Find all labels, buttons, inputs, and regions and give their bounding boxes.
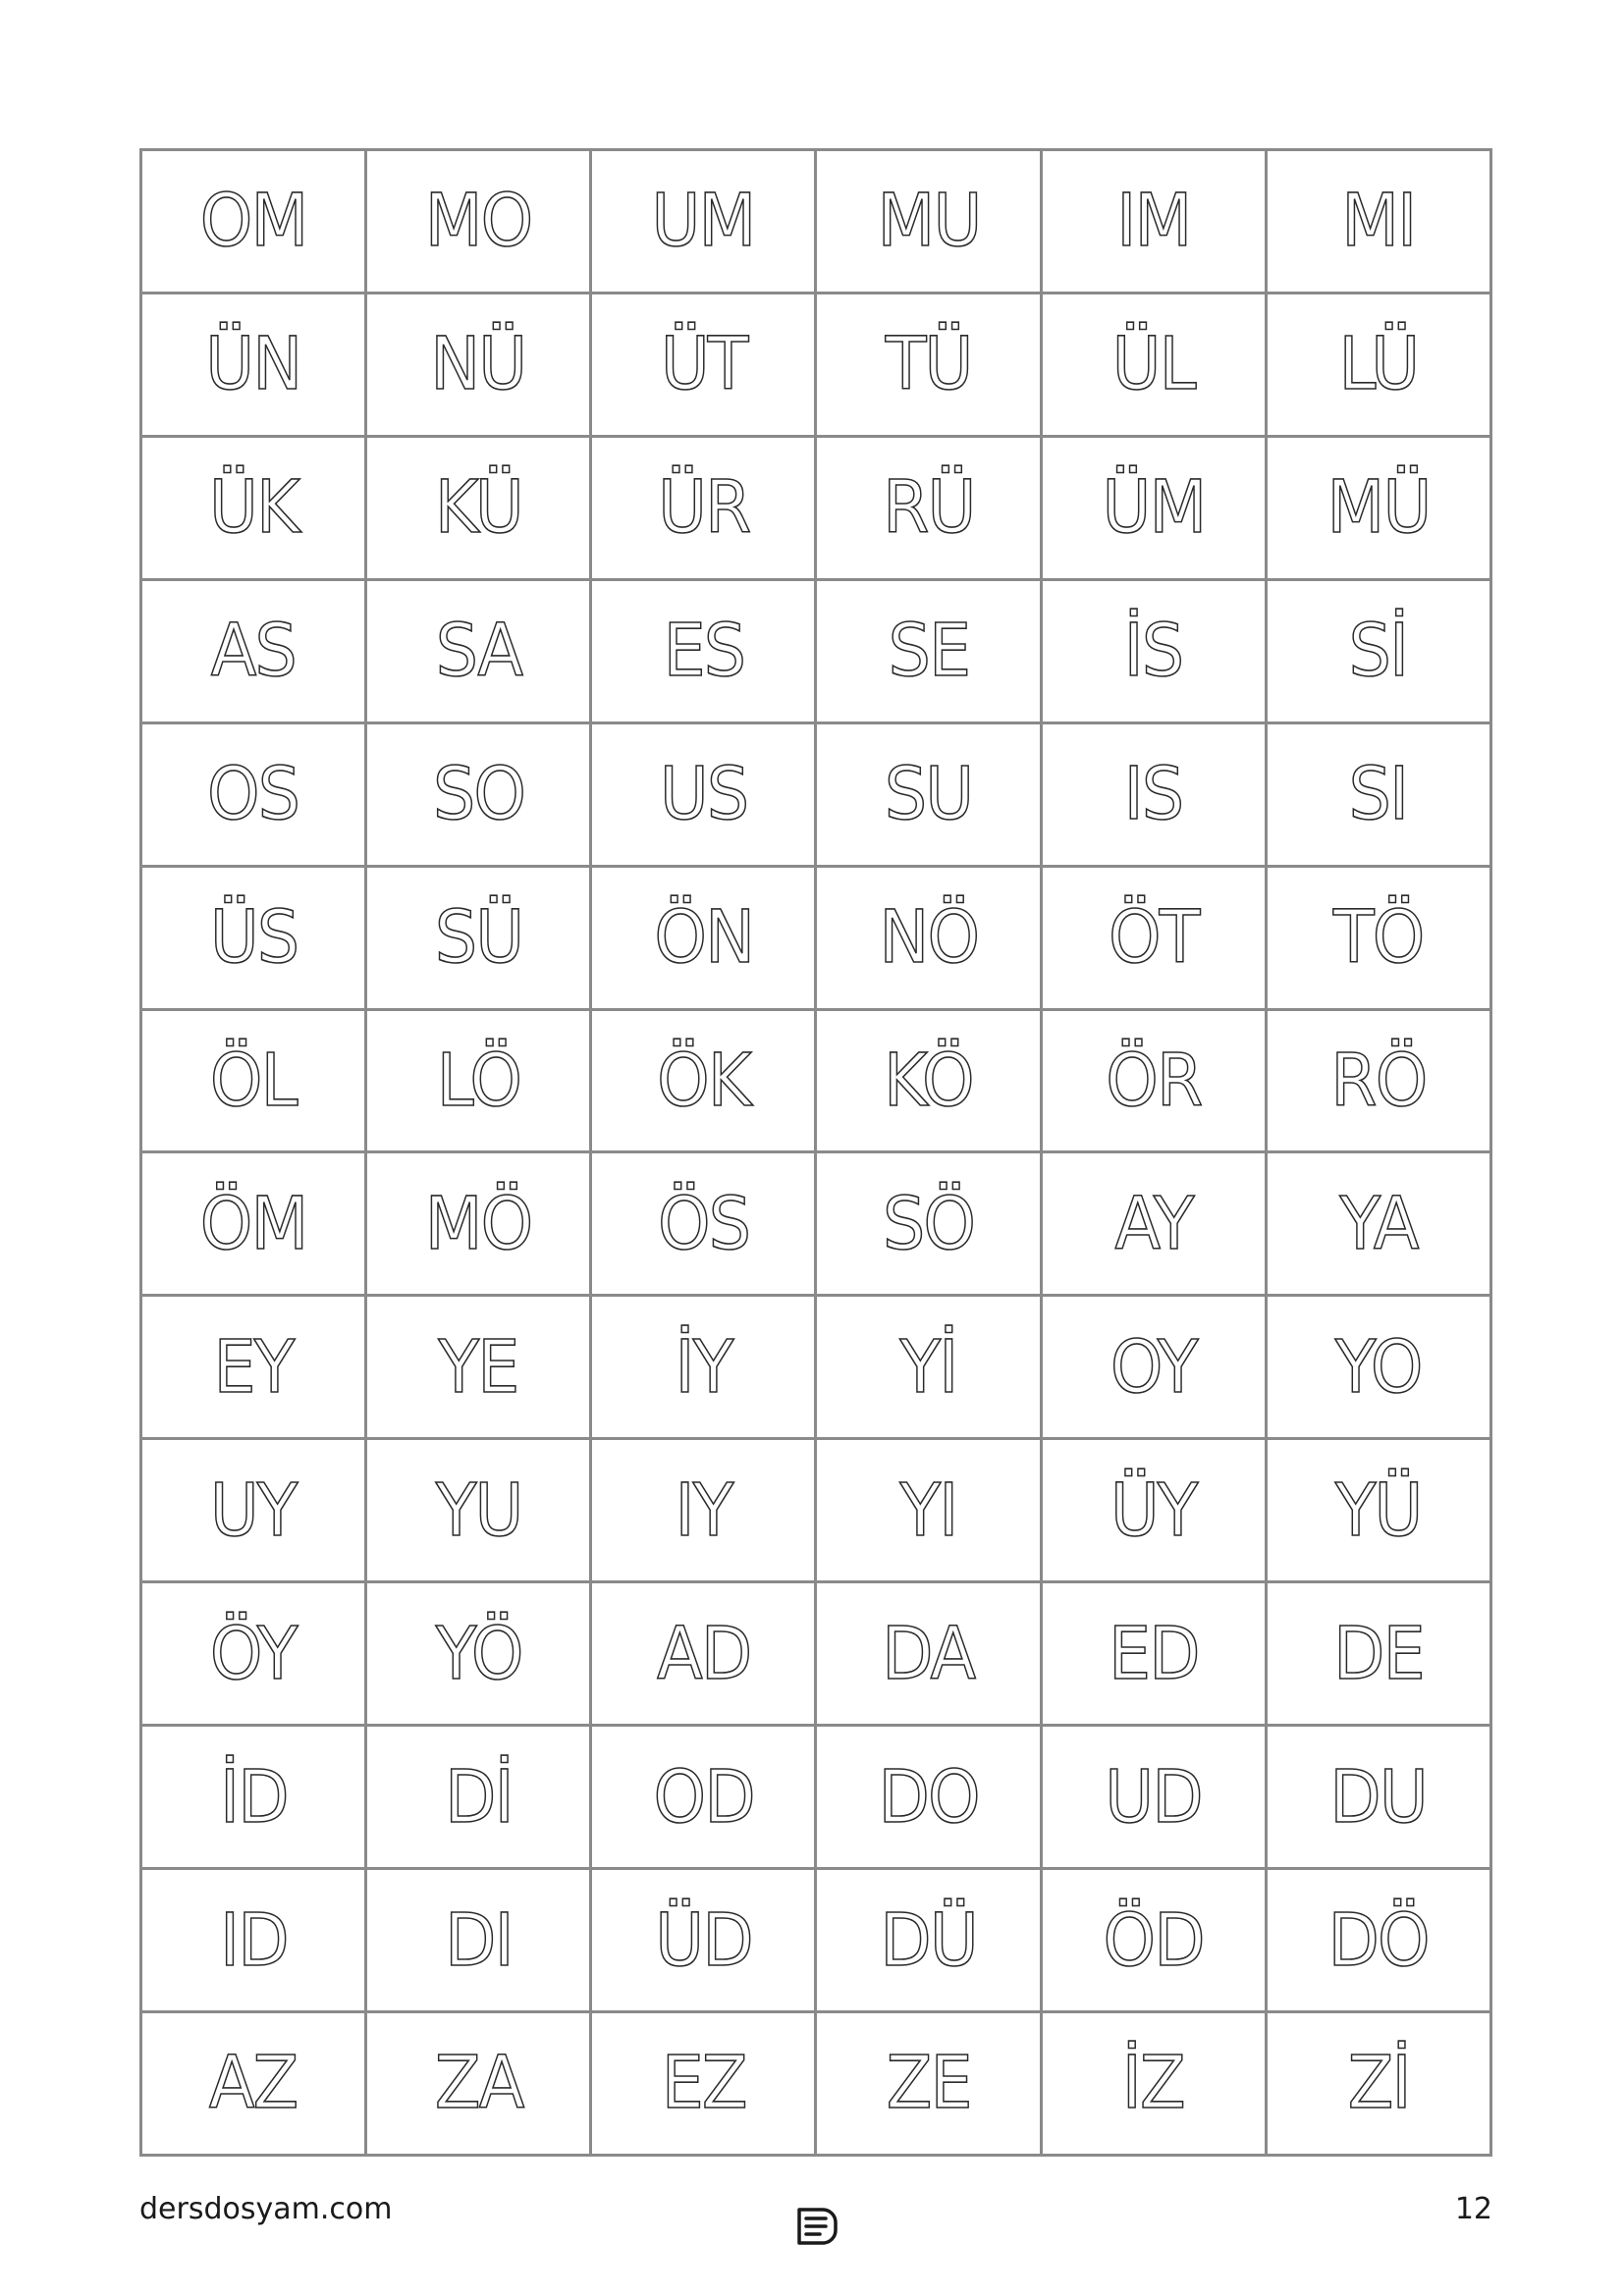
- tracing-syllable: DI: [444, 1897, 513, 1983]
- grid-cell: [816, 2011, 1041, 2155]
- tracing-syllable: MU: [877, 179, 980, 264]
- tracing-syllable: IS: [1123, 752, 1183, 837]
- grid-cell: [1266, 866, 1490, 1009]
- tracing-syllable: ÜR: [657, 465, 750, 551]
- tracing-syllable: KÜ: [434, 465, 522, 551]
- grid-cell: [816, 1439, 1041, 1582]
- grid-row: [141, 1296, 1491, 1439]
- grid-row: [141, 1869, 1491, 2012]
- tracing-syllable: YÖ: [435, 1611, 522, 1696]
- tracing-syllable: MÖ: [424, 1181, 532, 1266]
- grid-cell: [366, 150, 591, 294]
- grid-cell: [1041, 1152, 1266, 1296]
- tracing-syllable: İS: [1123, 609, 1183, 694]
- grid-cell: [816, 1296, 1041, 1439]
- grid-cell: [366, 1009, 591, 1152]
- grid-row: [141, 1726, 1491, 1869]
- grid-cell: [141, 866, 366, 1009]
- grid-cell: [1041, 866, 1266, 1009]
- grid-cell: [816, 579, 1041, 722]
- tracing-syllable: ZE: [886, 2041, 971, 2126]
- grid-cell: [1266, 1152, 1490, 1296]
- grid-cell: [366, 1439, 591, 1582]
- tracing-syllable: İZ: [1122, 2041, 1185, 2126]
- tracing-syllable: OD: [653, 1754, 754, 1840]
- tracing-syllable: ÜL: [1111, 322, 1195, 407]
- tracing-syllable: OY: [1110, 1324, 1197, 1410]
- tracing-syllable: ÜS: [209, 895, 298, 981]
- grid-row: [141, 1582, 1491, 1726]
- grid-cell: [591, 150, 816, 294]
- tracing-syllable: ÖL: [210, 1038, 297, 1123]
- grid-cell: [816, 436, 1041, 579]
- tracing-syllable: ÖD: [1103, 1897, 1204, 1983]
- grid-cell: [1266, 1439, 1490, 1582]
- grid-cell: [141, 579, 366, 722]
- page-number: 12: [1454, 2192, 1492, 2226]
- grid-cell: [1041, 579, 1266, 722]
- tracing-syllable: DÖ: [1327, 1897, 1430, 1983]
- tracing-syllable: SÖ: [882, 1181, 975, 1266]
- tracing-syllable: AD: [656, 1611, 751, 1696]
- grid-cell: [816, 1009, 1041, 1152]
- tracing-syllable: YO: [1335, 1324, 1422, 1410]
- grid-cell: [366, 293, 591, 436]
- grid-cell: [366, 579, 591, 722]
- grid-cell: [366, 1152, 591, 1296]
- tracing-syllable: ÜT: [660, 322, 747, 407]
- tracing-syllable: ID: [219, 1897, 288, 1983]
- tracing-syllable: OS: [207, 752, 299, 837]
- tracing-syllable: IY: [675, 1468, 732, 1553]
- grid-cell: [366, 722, 591, 866]
- document-list-icon: [793, 2206, 839, 2247]
- grid-cell: [1266, 1869, 1490, 2012]
- grid-cell: [1266, 293, 1490, 436]
- tracing-syllable: LÖ: [436, 1038, 520, 1123]
- grid-row: [141, 1439, 1491, 1582]
- tracing-syllable: UD: [1105, 1754, 1202, 1840]
- grid-cell: [141, 436, 366, 579]
- grid-cell: [1041, 1726, 1266, 1869]
- grid-cell: [816, 1582, 1041, 1726]
- grid-cell: [816, 722, 1041, 866]
- tracing-syllable: UY: [210, 1468, 297, 1553]
- grid-cell: [1266, 150, 1490, 294]
- grid-cell: [366, 2011, 591, 2155]
- grid-cell: [141, 1439, 366, 1582]
- tracing-syllable: ES: [663, 609, 744, 694]
- grid-cell: [366, 1582, 591, 1726]
- grid-row: [141, 866, 1491, 1009]
- grid-cell: [1266, 1296, 1490, 1439]
- grid-cell: [1266, 1582, 1490, 1726]
- tracing-syllable: EZ: [661, 2041, 746, 2126]
- grid-cell: [816, 1152, 1041, 1296]
- grid-cell: [141, 1009, 366, 1152]
- grid-cell: [591, 1869, 816, 2012]
- grid-cell: [591, 1009, 816, 1152]
- tracing-syllable: ÖN: [653, 895, 753, 981]
- tracing-syllable: ÜK: [208, 465, 298, 551]
- grid-row: [141, 722, 1491, 866]
- tracing-syllable: MÜ: [1326, 465, 1431, 551]
- tracing-syllable: KÖ: [884, 1038, 973, 1123]
- grid-cell: [366, 1726, 591, 1869]
- grid-cell: [1041, 722, 1266, 866]
- grid-cell: [141, 1152, 366, 1296]
- grid-cell: [141, 293, 366, 436]
- tracing-syllable: SU: [884, 752, 973, 837]
- grid-row: [141, 150, 1491, 294]
- grid-cell: [816, 1726, 1041, 1869]
- grid-cell: [816, 866, 1041, 1009]
- tracing-syllable: DÜ: [880, 1897, 977, 1983]
- grid-cell: [591, 1152, 816, 1296]
- grid-cell: [591, 1726, 816, 1869]
- tracing-syllable: MO: [424, 179, 532, 264]
- grid-cell: [591, 579, 816, 722]
- tracing-syllable: Sİ: [1349, 609, 1408, 694]
- grid-row: [141, 293, 1491, 436]
- tracing-syllable: NÖ: [879, 895, 978, 981]
- grid-row: [141, 1152, 1491, 1296]
- tracing-syllable: EY: [213, 1324, 294, 1410]
- tracing-syllable: ED: [1108, 1611, 1199, 1696]
- tracing-syllable: AS: [211, 609, 297, 694]
- tracing-syllable: SE: [888, 609, 969, 694]
- grid-cell: [591, 436, 816, 579]
- grid-cell: [141, 722, 366, 866]
- grid-cell: [1266, 722, 1490, 866]
- grid-row: [141, 2011, 1491, 2155]
- tracing-syllable: Yİ: [899, 1324, 957, 1410]
- tracing-syllable: DE: [1333, 1611, 1424, 1696]
- grid-cell: [1041, 1582, 1266, 1726]
- grid-cell: [591, 1296, 816, 1439]
- tracing-syllable: DA: [882, 1611, 975, 1696]
- tracing-syllable: DO: [878, 1754, 979, 1840]
- grid-cell: [591, 1439, 816, 1582]
- grid-cell: [1266, 1009, 1490, 1152]
- tracing-syllable: ÜY: [1110, 1468, 1197, 1553]
- tracing-syllable: SA: [435, 609, 521, 694]
- tracing-syllable: TÖ: [1333, 895, 1424, 981]
- grid-cell: [1041, 436, 1266, 579]
- tracing-syllable: MI: [1341, 179, 1416, 264]
- grid-cell: [591, 2011, 816, 2155]
- grid-cell: [141, 1582, 366, 1726]
- grid-cell: [1266, 579, 1490, 722]
- tracing-syllable: ÜD: [655, 1897, 752, 1983]
- grid-cell: [1041, 1439, 1266, 1582]
- grid-body: [141, 150, 1491, 2156]
- grid-cell: [1041, 2011, 1266, 2155]
- tracing-syllable: SÜ: [434, 895, 522, 981]
- tracing-syllable: ÖK: [657, 1038, 750, 1123]
- grid-cell: [1041, 1296, 1266, 1439]
- tracing-syllable: AZ: [209, 2041, 298, 2126]
- grid-cell: [591, 1582, 816, 1726]
- grid-cell: [591, 866, 816, 1009]
- tracing-syllable: YU: [435, 1468, 522, 1553]
- tracing-syllable: YI: [899, 1468, 957, 1553]
- tracing-syllable: ÖR: [1106, 1038, 1202, 1123]
- grid-cell: [816, 293, 1041, 436]
- tracing-syllable: TÜ: [885, 322, 972, 407]
- grid-cell: [366, 1296, 591, 1439]
- grid-cell: [141, 150, 366, 294]
- grid-cell: [816, 1869, 1041, 2012]
- tracing-syllable: DU: [1329, 1754, 1428, 1840]
- grid-cell: [141, 1869, 366, 2012]
- grid-cell: [1041, 1009, 1266, 1152]
- grid-cell: [1266, 436, 1490, 579]
- tracing-syllable: SO: [432, 752, 524, 837]
- tracing-syllable: YÜ: [1335, 1468, 1422, 1553]
- grid-cell: [591, 722, 816, 866]
- grid-row: [141, 436, 1491, 579]
- tracing-syllable: RÜ: [882, 465, 975, 551]
- grid-cell: [141, 1726, 366, 1869]
- tracing-syllable: RÖ: [1330, 1038, 1427, 1123]
- tracing-syllable: Dİ: [444, 1754, 513, 1840]
- tracing-syllable: LÜ: [1338, 322, 1419, 407]
- grid-cell: [366, 1869, 591, 2012]
- footer-website: dersdosyam.com: [139, 2192, 393, 2226]
- tracing-syllable: SI: [1349, 752, 1408, 837]
- tracing-syllable: ÖM: [199, 1181, 307, 1266]
- tracing-syllable: İD: [219, 1754, 288, 1840]
- grid-cell: [141, 2011, 366, 2155]
- grid-row: [141, 1009, 1491, 1152]
- tracing-syllable: ÖS: [657, 1181, 749, 1266]
- syllable-tracing-grid: [139, 148, 1492, 2157]
- grid-row: [141, 579, 1491, 722]
- grid-cell: [1266, 1726, 1490, 1869]
- grid-cell: [816, 150, 1041, 294]
- tracing-syllable: NÜ: [430, 322, 526, 407]
- grid-cell: [1266, 2011, 1490, 2155]
- tracing-syllable: ÜM: [1102, 465, 1206, 551]
- tracing-syllable: ÖT: [1108, 895, 1199, 981]
- tracing-syllable: YE: [438, 1324, 518, 1410]
- tracing-syllable: YA: [1339, 1181, 1418, 1266]
- tracing-syllable: ÜN: [205, 322, 301, 407]
- tracing-syllable: US: [659, 752, 748, 837]
- tracing-syllable: UM: [651, 179, 755, 264]
- grid-cell: [1041, 1869, 1266, 2012]
- grid-cell: [141, 1296, 366, 1439]
- tracing-syllable: OM: [199, 179, 307, 264]
- grid-cell: [366, 436, 591, 579]
- grid-cell: [1041, 293, 1266, 436]
- grid-cell: [1041, 150, 1266, 294]
- grid-cell: [366, 866, 591, 1009]
- tracing-syllable: Zİ: [1347, 2041, 1410, 2126]
- tracing-syllable: AY: [1114, 1181, 1193, 1266]
- tracing-syllable: ZA: [434, 2041, 522, 2126]
- tracing-syllable: İY: [675, 1324, 732, 1410]
- tracing-syllable: IM: [1116, 179, 1191, 264]
- tracing-syllable: ÖY: [210, 1611, 297, 1696]
- grid-cell: [591, 293, 816, 436]
